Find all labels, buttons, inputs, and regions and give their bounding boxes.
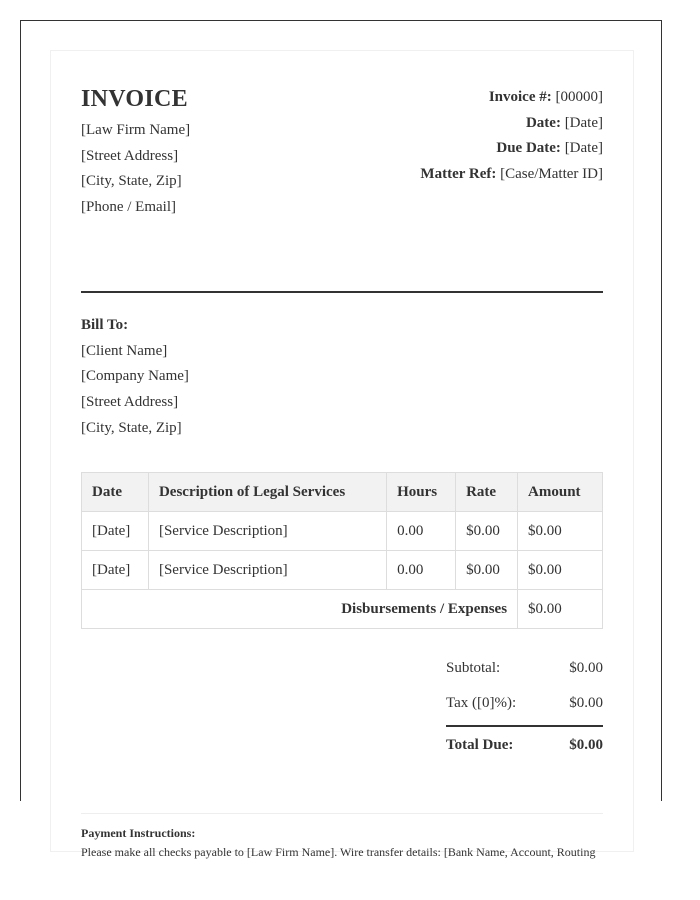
invoice-meta xyxy=(420,85,603,188)
column-header-amount: Amount xyxy=(518,473,603,512)
cell-rate: $0.00 xyxy=(456,551,518,590)
subtotal-label: Subtotal: xyxy=(446,660,501,676)
cell-date: [Date] xyxy=(82,512,149,551)
expenses-row xyxy=(82,590,603,629)
cell-description: [Service Description] xyxy=(148,551,386,590)
invoice-date-value: [Date] xyxy=(564,114,603,131)
totals-block xyxy=(446,651,603,763)
column-header-date: Date xyxy=(82,473,149,512)
services-table xyxy=(81,472,603,629)
client-city: [City, State, Zip] xyxy=(81,419,182,436)
matter-ref-label: Matter Ref: xyxy=(420,166,497,183)
invoice-number-label: Invoice #: xyxy=(488,89,552,105)
invoice-content xyxy=(81,85,603,859)
invoice-title: INVOICE xyxy=(81,86,188,112)
table-row xyxy=(82,512,603,551)
client-street: [Street Address] xyxy=(81,394,179,411)
tax-label: Tax ([0]%): xyxy=(446,695,517,711)
cell-amount: $0.00 xyxy=(518,551,603,590)
cell-amount: $0.00 xyxy=(518,512,603,551)
total-due-label: Total Due: xyxy=(446,737,514,753)
firm-address xyxy=(81,118,190,221)
due-date-value: [Date] xyxy=(564,140,603,157)
firm-city: [City, State, Zip] xyxy=(81,173,182,190)
total-due-row xyxy=(446,727,603,763)
cell-rate: $0.00 xyxy=(456,512,518,551)
column-header-description: Description of Legal Services xyxy=(148,473,386,512)
cell-date: [Date] xyxy=(82,551,149,590)
invoice-date-label: Date: xyxy=(525,114,561,131)
invoice-due-date xyxy=(420,136,603,162)
document-frame xyxy=(20,20,662,859)
matter-ref xyxy=(420,162,603,188)
tax-row xyxy=(446,686,603,721)
table-row xyxy=(82,551,603,590)
matter-ref-value: [Case/Matter ID] xyxy=(500,166,603,183)
due-date-label: Due Date: xyxy=(496,140,561,157)
tax-value: $0.00 xyxy=(569,695,603,711)
invoice-number xyxy=(420,85,603,111)
cell-hours: 0.00 xyxy=(387,512,456,551)
subtotal-value: $0.00 xyxy=(569,660,603,676)
table-header-row xyxy=(82,473,603,512)
subtotal-row xyxy=(446,651,603,686)
column-header-hours: Hours xyxy=(387,473,456,512)
invoice-number-value: [00000] xyxy=(555,89,603,105)
client-name: [Client Name] xyxy=(81,342,168,359)
invoice-page xyxy=(50,50,634,859)
cell-hours: 0.00 xyxy=(387,551,456,590)
firm-block xyxy=(81,85,190,221)
total-due-value: $0.00 xyxy=(569,737,603,753)
payment-instructions-text: Please make all checks payable to [Law Firm Name]. Wire transfer details: [Bank Name, Account, Routing xyxy=(81,845,596,859)
expenses-value: $0.00 xyxy=(518,590,603,629)
column-header-rate: Rate xyxy=(456,473,518,512)
footer-divider xyxy=(81,813,603,814)
client-company: [Company Name] xyxy=(81,368,189,385)
invoice-date xyxy=(420,111,603,137)
firm-contact: [Phone / Email] xyxy=(81,199,176,216)
cell-description: [Service Description] xyxy=(148,512,386,551)
firm-street: [Street Address] xyxy=(81,147,179,164)
invoice-header xyxy=(81,85,603,243)
firm-name: [Law Firm Name] xyxy=(81,122,191,138)
payment-instructions-heading: Payment Instructions: xyxy=(81,826,196,840)
header-divider xyxy=(81,291,603,293)
expenses-label: Disbursements / Expenses xyxy=(82,590,518,629)
bill-to-block xyxy=(81,313,189,442)
bill-to-heading: Bill To: xyxy=(81,317,129,333)
